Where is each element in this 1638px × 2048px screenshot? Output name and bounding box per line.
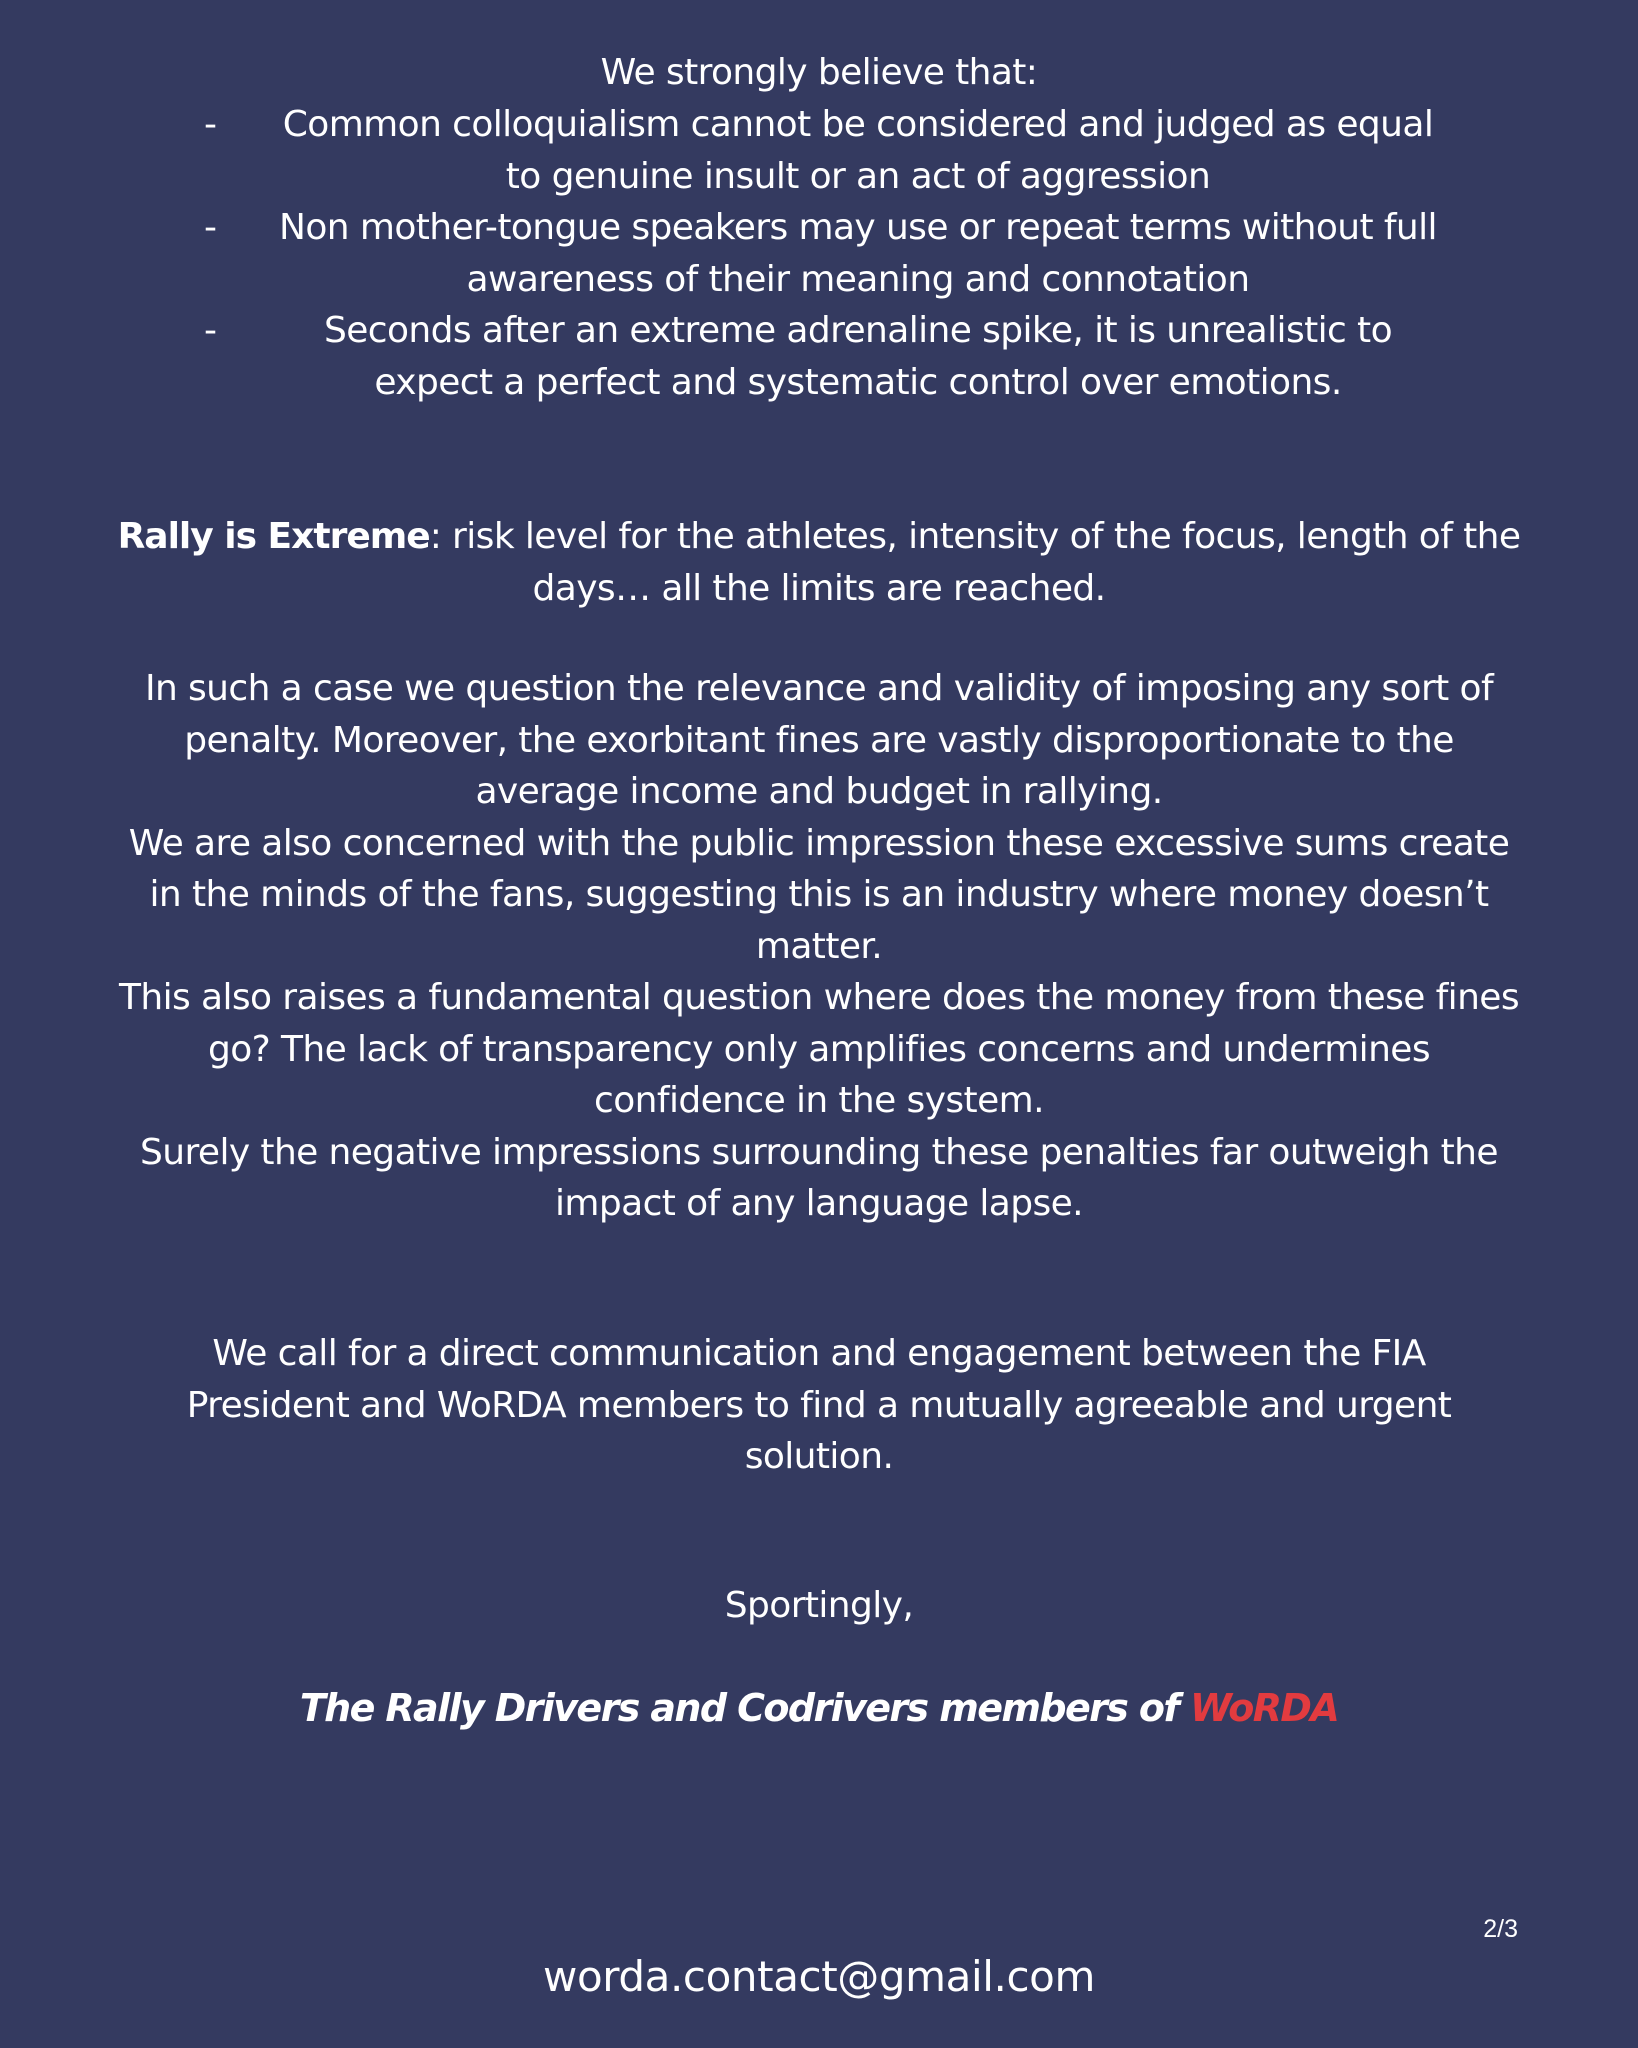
rally-extreme-heading: Rally is Extreme	[117, 516, 430, 557]
belief-text: Common colloquialism cannot be considered and judged as equal to genuine insult or an act of aggression	[282, 104, 1434, 197]
bullet-dash: -	[204, 310, 217, 351]
belief-item-2	[180, 202, 1480, 305]
rally-extreme-paragraph	[110, 511, 1528, 614]
signature-text: The Rally Drivers and Codrivers members of	[299, 1686, 1190, 1730]
brand-name: WoRDA	[1190, 1686, 1339, 1730]
belief-list	[180, 99, 1480, 408]
argument-paragraph: This also raises a fundamental question where does the money from these fines go? The lack of transparency only amplifies concerns and undermines confidence in the system.	[118, 977, 1520, 1121]
argument-paragraph: In such a case we question the relevance and validity of imposing any sort of penalty. Moreover, the exorbitant fines are vastly disproportionate to the average income and budget in rallying.	[144, 668, 1494, 812]
belief-text: Non mother-tongue speakers may use or repeat terms without full awareness of their meaning and connotation	[279, 207, 1437, 300]
signature-line	[110, 1682, 1528, 1734]
contact-email: worda.contact@gmail.com	[543, 1952, 1095, 2001]
intro-line: We strongly believe that:	[600, 52, 1038, 93]
argument-block	[110, 663, 1528, 1230]
bullet-dash: -	[204, 104, 217, 145]
call-to-action: We call for a direct communication and engagement between the FIA President and WoRDA members to find a mutually agreeable and urgent solution.	[186, 1333, 1452, 1477]
belief-item-1	[180, 99, 1480, 202]
belief-text: Seconds after an extreme adrenaline spike, it is unrealistic to expect a perfect and systematic control over emotions.	[323, 310, 1392, 403]
belief-item-3	[180, 305, 1480, 408]
page-number: 2/3	[1483, 1915, 1518, 1943]
argument-paragraph: Surely the negative impressions surrounding these penalties far outweigh the impact of any language lapse.	[140, 1131, 1498, 1224]
bullet-dash: -	[204, 207, 217, 248]
rally-extreme-text: : risk level for the athletes, intensity of the focus, length of the days… all the limits are reached.	[429, 516, 1521, 609]
argument-paragraph: We are also concerned with the public impression these excessive sums create in the minds of the fans, suggesting this is an industry where money doesn’t matter.	[128, 822, 1510, 967]
closing-salutation: Sportingly,	[724, 1585, 914, 1626]
